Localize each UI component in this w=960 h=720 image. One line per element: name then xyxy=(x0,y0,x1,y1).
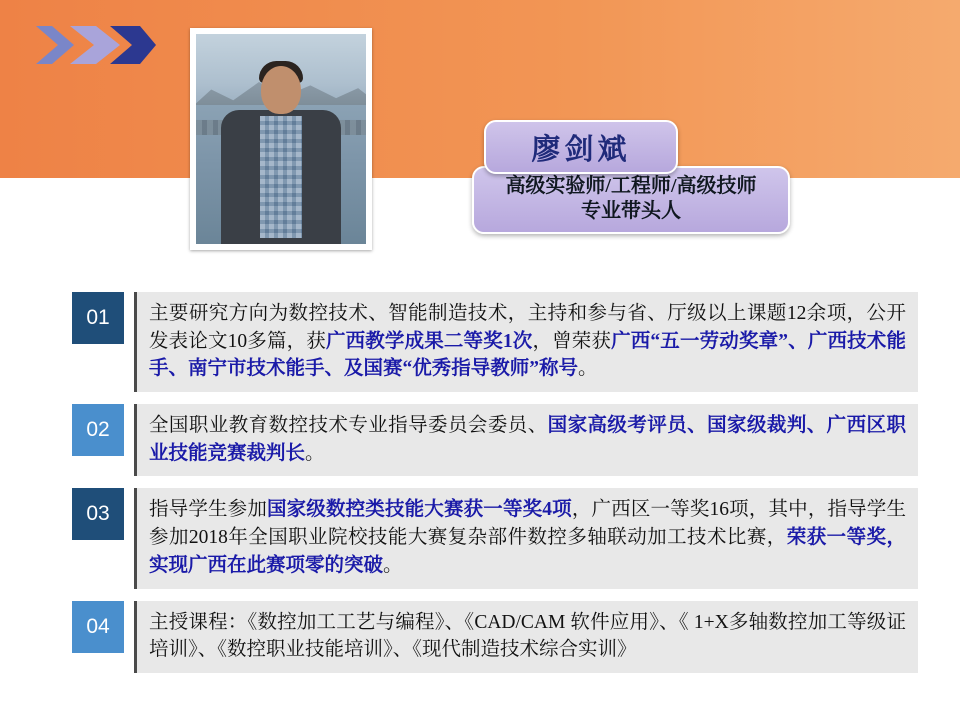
portrait-photo xyxy=(196,34,366,244)
body-text: 指导学生参加 xyxy=(149,499,267,521)
row-text xyxy=(134,292,918,392)
row-text xyxy=(134,404,918,476)
highlighted-text: 广西教学成果二等奖1次 xyxy=(325,330,533,352)
nameplate xyxy=(472,120,792,242)
person-title-line-2: 专业带头人 xyxy=(581,200,681,222)
highlighted-text: 国家级数控类技能大赛获一等奖4项 xyxy=(266,499,572,521)
body-text: ，广西区一等奖16项，其中，指导学生参加2018年全国职业院校技能大赛复杂部件数控多轴联动加工技术比赛， xyxy=(149,499,906,549)
content-row xyxy=(0,601,960,673)
content-row xyxy=(0,292,960,392)
row-number-badge: 01 xyxy=(72,292,124,344)
chevron-forward-icon xyxy=(36,22,156,68)
row-number-badge: 04 xyxy=(72,601,124,653)
person-name: 廖剑斌 xyxy=(531,133,631,166)
content-rows xyxy=(0,292,960,685)
body-text: 全国职业教育数控技术专业指导委员会委员、 xyxy=(149,415,548,437)
title-badge xyxy=(472,166,790,234)
body-text: ，曾荣获 xyxy=(532,330,612,352)
name-badge xyxy=(484,120,678,174)
row-number-badge: 03 xyxy=(72,488,124,540)
highlighted-text: 广西“五一劳动奖章”、广西技术能手、南宁市技术能手、及国赛“优秀指导教师”称号 xyxy=(149,330,906,380)
person-title-line-1: 高级实验师/工程师/高级技师 xyxy=(505,175,757,197)
highlighted-text: 荣获一等奖，实现广西在此赛项零的突破 xyxy=(149,527,906,576)
body-text: 。 xyxy=(578,358,598,380)
portrait-frame xyxy=(190,28,372,250)
content-row xyxy=(0,488,960,588)
row-text xyxy=(134,488,918,588)
row-text xyxy=(134,601,918,673)
row-number-badge: 02 xyxy=(72,404,124,456)
highlighted-text: 国家高级考评员、国家级裁判、广西区职业技能竞赛裁判长 xyxy=(149,415,906,464)
photo-person-head xyxy=(261,66,301,114)
body-text: 主要研究方向为数控技术、智能制造技术，主持和参与省、厅级以上课题12余项，公开发表论文10多篇，获 xyxy=(149,303,906,352)
photo-person-shirt xyxy=(260,116,302,238)
body-text: 。 xyxy=(305,442,325,464)
body-text: 。 xyxy=(383,554,403,576)
body-text: 主授课程：《数控加工工艺与编程》、《CAD/CAM 软件应用》、《 1+X多轴数控加工等级证培训》、《数控职业技能培训》、《现代制造技术综合实训》 xyxy=(149,611,906,661)
content-row xyxy=(0,404,960,476)
